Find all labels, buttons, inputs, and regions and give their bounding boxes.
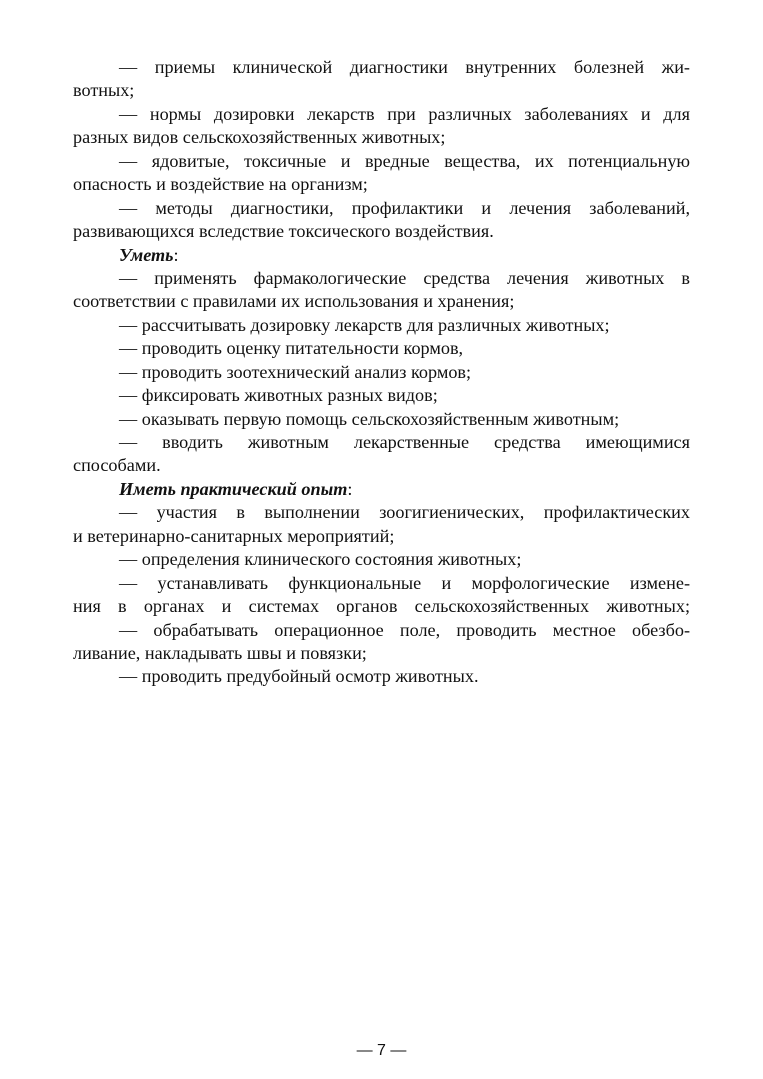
text-line: — обрабатывать операционное поле, проводить местное обезбо-: [119, 619, 690, 640]
section-heading-colon: :: [173, 244, 179, 265]
text-line: — методы диагностики, профилактики и лечения заболеваний,: [119, 197, 690, 218]
text-line: соответствии с правилами их использования и хранения;: [73, 291, 515, 312]
text-line: — проводить зоотехнический анализ кормов;: [119, 361, 472, 382]
text-line: — приемы клинической диагностики внутренних болезней жи-: [119, 57, 690, 77]
text-line: способами.: [73, 455, 161, 476]
text-line: — рассчитывать дозировку лекарств для различных животных;: [119, 314, 610, 335]
page-number: — 7 —: [356, 1042, 407, 1059]
section-heading-label: Уметь: [119, 244, 174, 265]
section-heading: [73, 478, 690, 501]
text-line: — фиксировать животных разных видов;: [119, 385, 438, 406]
text-line: и ветеринарно-санитарных мероприятий;: [73, 525, 395, 546]
section-heading-label: Иметь практический опыт: [119, 478, 348, 499]
text-line: — устанавливать функциональные и морфологические измене-: [119, 572, 690, 593]
text-line: — вводить животным лекарственные средства имеющимися: [119, 432, 690, 452]
page-body: [73, 56, 690, 689]
text-line: ния в органах и системах органов сельскохозяйственных животных;: [73, 596, 690, 617]
text-line: опасность и воздействие на организм;: [73, 174, 368, 195]
text-line: ливание, накладывать швы и повязки;: [73, 642, 367, 663]
text-line: разных видов сельскохозяйственных животных;: [73, 127, 446, 148]
text-line: — ядовитые, токсичные и вредные вещества, их потенциальную: [119, 150, 690, 171]
text-line: — применять фармакологические средства лечения животных в: [119, 267, 690, 288]
text-line: — проводить оценку питательности кормов,: [119, 338, 464, 359]
text-line: вотных;: [73, 80, 135, 101]
text-line: — участия в выполнении зоогигиенических, профилактических: [119, 502, 690, 523]
text-line: развивающихся вследствие токсического воздействия.: [73, 221, 494, 242]
section-heading-colon: :: [347, 478, 353, 499]
text-line: — определения клинического состояния животных;: [119, 549, 522, 570]
text-line: — проводить предубойный осмотр животных.: [119, 666, 479, 687]
text-line: — оказывать первую помощь сельскохозяйственным животным;: [119, 408, 620, 429]
text-line: — нормы дозировки лекарств при различных заболеваниях и для: [119, 103, 690, 124]
section-heading: [73, 244, 690, 267]
